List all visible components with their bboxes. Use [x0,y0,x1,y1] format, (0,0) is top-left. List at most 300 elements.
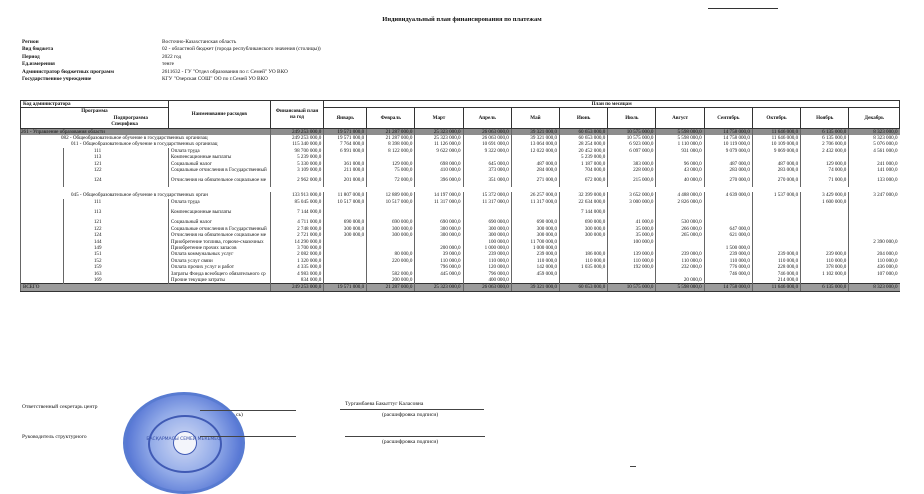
header-month: Декабрь [849,108,900,128]
month-value: 8 398 000,0 [367,141,415,147]
table-row [21,128,900,135]
month-value: 14 197 000,0 [415,192,463,198]
total-month-value: 11 646 000,0 [752,284,800,291]
month-value: 1 600 000,0 [801,199,849,205]
month-value: 672 000,0 [560,173,608,187]
table-row [21,173,900,187]
total-month-value: 60 653 000,0 [560,284,608,291]
month-value: 373 000,0 [463,167,511,173]
month-value: 690 000,0 [511,219,559,225]
month-value: 378 000,0 [801,264,849,270]
month-value: 71 000,0 [801,173,849,187]
month-value: 110 000,0 [560,258,608,264]
subprogram-code: 045 - Общеобразовательное обучение в государственных орган [21,192,271,198]
month-value: 72 000,0 [367,173,415,187]
total-month-value: 6 135 000,0 [801,284,849,291]
month-value [801,277,849,284]
month-value: 26 063 000,0 [463,135,511,141]
total-month-value: 5 598 000,0 [656,284,704,291]
month-value: 6 097 000,0 [608,148,656,154]
signature-line [200,410,296,411]
expense-name: Прочие текущие затраты [168,277,270,284]
spec-code: 124 [63,173,168,187]
month-value: 300 000,0 [415,232,463,238]
month-value: 10 119 000,0 [704,141,752,147]
annual-plan-value: 4 711 000,0 [270,219,324,225]
month-value: 5 239 000,0 [560,154,608,160]
total-row [21,284,900,291]
head-label: Руководитель структурного [22,434,87,440]
month-value: 5 598 000,0 [656,128,704,135]
month-value: 239 000,0 [704,251,752,257]
month-value: 22 634 000,0 [560,199,608,205]
month-value: 25 323 000,0 [415,135,463,141]
month-value [415,205,463,219]
annual-plan-value: 3 109 000,0 [270,167,324,173]
month-value: 436 000,0 [849,264,900,270]
total-month-value: 26 063 000,0 [463,284,511,291]
spec-code: 152 [63,258,168,264]
month-value [608,277,656,284]
month-value: 300 000,0 [511,232,559,238]
total-month-value: 14 758 000,0 [704,284,752,291]
month-value: 141 000,0 [849,167,900,173]
document-header [22,39,462,83]
annual-plan-value: 14 290 000,0 [270,239,324,245]
header-month: Январь [324,108,367,128]
month-value: 186 000,0 [560,251,608,257]
header-row [22,76,462,83]
month-value: 300 000,0 [367,232,415,238]
month-value: 487 000,0 [752,161,800,167]
month-value [415,277,463,284]
header-month: Май [511,108,559,128]
month-value: 215 000,0 [608,173,656,187]
header-expense-name: Наименование расходов [168,101,270,129]
header-month: Февраль [367,108,415,128]
month-value: 110 000,0 [704,258,752,264]
header-month: Октябрь [752,108,800,128]
month-value: 43 000,0 [656,167,704,173]
month-value: 11 126 000,0 [415,141,463,147]
name-line [340,409,484,410]
expense-name: Социальный налог [168,161,270,167]
month-value: 100 000,0 [463,239,511,245]
month-value: 704 000,0 [560,167,608,173]
month-value: 129 000,0 [367,161,415,167]
month-value: 690 000,0 [415,219,463,225]
month-value: 41 000,0 [608,219,656,225]
month-value: 9 622 000,0 [415,148,463,154]
month-value: 11 807 000,0 [324,192,367,198]
header-month: Июль [608,108,656,128]
month-value: 110 000,0 [752,258,800,264]
expense-name: Оплата труда [168,199,270,205]
spec-code: 121 [63,219,168,225]
month-value: 26 257 000,0 [511,192,559,198]
month-value: 698 000,0 [415,161,463,167]
header-label: Администратор бюджетных программ [22,68,115,75]
month-value: 8 122 000,0 [367,148,415,154]
month-value: 6 991 000,0 [324,148,367,154]
month-value: 10 517 000,0 [324,199,367,205]
month-value: 35 000,0 [608,226,656,232]
month-value: 1 000 000,0 [511,245,559,251]
month-value: 487 000,0 [511,161,559,167]
header-label: Государственное учреждение [22,76,92,83]
expense-name: Оплата прочих услуг и работ [168,264,270,270]
month-value: 239 000,0 [656,251,704,257]
emblem-icon [173,431,197,455]
month-value: 621 000,0 [704,232,752,238]
expense-name: Приобретение топлива, горюче-смазочных [168,239,270,245]
month-value: 96 000,0 [656,161,704,167]
month-value: 300 000,0 [463,232,511,238]
spec-code: 163 [63,271,168,277]
month-value: 1 537 000,0 [752,192,800,198]
month-value: 690 000,0 [463,219,511,225]
month-value: 645 000,0 [463,161,511,167]
header-subprogram: Подпрограмма [21,115,169,121]
month-value: 241 000,0 [849,161,900,167]
month-value: 1 110 000,0 [656,141,704,147]
financing-plan-table [20,100,900,292]
month-value: 487 000,0 [704,161,752,167]
month-value: 15 372 000,0 [463,192,511,198]
official-stamp [123,392,245,494]
annual-plan-value: 5 239 000,0 [270,154,324,160]
month-value: 2 432 000,0 [801,148,849,154]
header-month: Июнь [560,108,608,128]
page-title: Индивидуальный план финансирования по платежам [382,16,542,23]
month-value: 4 488 000,0 [656,192,704,198]
month-value [752,205,800,219]
month-value: 3 000 000,0 [608,199,656,205]
expense-name: Отчисления на обязательное социальное ме [168,232,270,238]
stamp-text: БАСҚАРМАСЫ СЕМЕЙ МЕКЕМЕСІ [146,437,222,442]
expense-name: Затраты Фонда всеобщего обязательного ср [168,271,270,277]
month-value: 1 000 000,0 [463,245,511,251]
header-month: Март [415,108,463,128]
month-value: 4 639 000,0 [704,192,752,198]
month-value [704,205,752,219]
month-value: 582 000,0 [367,271,415,277]
month-value: 35 000,0 [608,232,656,238]
month-value: 32 399 000,0 [560,192,608,198]
expense-name: Социальные отчисления в Государственный [168,167,270,173]
header-month: Сентябрь [704,108,752,128]
mark-line [630,466,636,467]
month-value: 445 000,0 [415,271,463,277]
header-label: Регион [22,39,39,45]
month-value: 133 000,0 [849,173,900,187]
month-value [367,205,415,219]
month-value: 19 571 000,0 [324,128,367,135]
month-value: 12 889 000,0 [367,192,415,198]
month-value: 10 517 000,0 [367,199,415,205]
month-value: 271 000,0 [511,173,559,187]
header-month: Апрель [463,108,511,128]
month-value [324,277,367,284]
month-value: 204 000,0 [849,251,900,257]
annual-plan-value: 4 983 000,0 [270,271,324,277]
month-value: 1 187 000,0 [560,161,608,167]
month-value: 21 287 000,0 [367,135,415,141]
month-value: 129 000,0 [801,161,849,167]
month-value: 1 035 000,0 [560,264,608,270]
header-value: 2611632 - ГУ "Отдел образования по г. Семей" УО ВКО [162,68,288,75]
month-value: 5 076 000,0 [849,141,900,147]
month-value: 351 000,0 [463,173,511,187]
header-specifics: Специфика [21,121,169,128]
month-value: 20 452 000,0 [560,148,608,154]
month-value: 270 000,0 [704,173,752,187]
month-value: 10 109 000,0 [752,141,800,147]
month-value [656,205,704,219]
total-month-value: 10 575 000,0 [608,284,656,291]
header-label: Ед.измерения [22,61,55,68]
month-value: 3 429 000,0 [801,192,849,198]
month-value: 239 000,0 [752,251,800,257]
annual-plan-value: 5 330 000,0 [270,161,324,167]
month-value: 410 000,0 [415,167,463,173]
header-annual-plan: Финансовый план на год [270,101,324,129]
admin-code: 261 - Управление образования области [21,128,271,135]
month-value: 11 646 000,0 [752,128,800,135]
header-admin-code: Код администратора [21,101,169,108]
annual-plan-value: 2 721 000,0 [270,232,324,238]
month-value: 300 000,0 [324,232,367,238]
month-value: 5 598 000,0 [656,135,704,141]
month-value: 200 000,0 [367,277,415,284]
month-value: 110 000,0 [608,258,656,264]
month-value: 20 000,0 [656,277,704,284]
secretary-name: Тургамбаева Бакыттуг Каласовна [345,401,424,407]
month-value: 21 287 000,0 [367,128,415,135]
month-value: 931 000,0 [656,148,704,154]
expense-name: Оплата услуг связи [168,258,270,264]
signature-hint: сь) [236,412,243,418]
month-value: 228 000,0 [752,264,800,270]
table-body [21,128,900,291]
month-value: 530 000,0 [656,219,704,225]
spec-code: 124 [63,232,168,238]
spec-code: 122 [63,167,168,173]
header-months-title: План по месяцам [324,101,900,108]
month-value: 19 571 000,0 [324,135,367,141]
decode-label-1: (расшифровка подписи) [382,412,439,418]
annual-plan-value: 85 045 000,0 [270,199,324,205]
expense-name: Оплата труда [168,148,270,154]
month-value: 200 000,0 [415,245,463,251]
month-value [463,205,511,219]
expense-name: Социальные отчисления в Государственный [168,226,270,232]
month-value: 11 317 000,0 [463,199,511,205]
month-value [849,205,900,219]
total-month-value: 25 323 000,0 [415,284,463,291]
total-plan: 249 253 000,0 [270,284,324,291]
annual-plan-value: 3 700 000,0 [270,245,324,251]
month-value: 201 000,0 [324,173,367,187]
header-value: тенге [162,61,174,68]
expense-name: Компенсационные выплаты [168,154,270,160]
month-value: 283 000,0 [704,167,752,173]
month-value: 239 000,0 [511,251,559,257]
spec-code: 151 [63,251,168,257]
month-value: 192 000,0 [608,264,656,270]
annual-plan-value: 2 962 000,0 [270,173,324,187]
month-value: 396 000,0 [415,173,463,187]
month-value: 300 000,0 [560,232,608,238]
month-value: 107 000,0 [849,271,900,277]
subprogram-code: 011 - Общеобразовательное обучение в государственных организац [21,141,271,147]
annual-plan-value: 2 082 000,0 [270,251,324,257]
total-month-value: 19 571 000,0 [324,284,367,291]
month-value: 14 758 000,0 [704,128,752,135]
month-value: 11 317 000,0 [415,199,463,205]
annual-plan-value: 133 913 000,0 [270,192,324,198]
month-value: 746 000,0 [752,271,800,277]
header-month: Август [656,108,704,128]
signature-line-2 [200,436,296,437]
annual-plan-value: 98 700 000,0 [270,148,324,154]
annual-plan-value: 2 748 000,0 [270,226,324,232]
month-value: 2 826 000,0 [656,199,704,205]
month-value: 361 000,0 [324,161,367,167]
annual-plan-value: 1 320 000,0 [270,258,324,264]
month-value: 9 079 000,0 [704,148,752,154]
month-value: 11 317 000,0 [511,199,559,205]
total-month-value: 39 321 000,0 [511,284,559,291]
month-value: 6 135 000,0 [801,128,849,135]
month-value: 300 000,0 [415,226,463,232]
table-row [21,205,900,219]
spec-code: 144 [63,239,168,245]
month-value: 300 000,0 [511,226,559,232]
table-row [21,277,900,284]
header-value: 2022 год [162,53,182,60]
month-value: 220 000,0 [367,258,415,264]
month-value: 300 000,0 [560,226,608,232]
month-value: 11 700 000,0 [511,239,559,245]
month-value [511,277,559,284]
month-value: 80 000,0 [367,251,415,257]
month-value: 1 500 000,0 [704,245,752,251]
month-value: 6 135 000,0 [801,135,849,141]
month-value: 110 000,0 [415,258,463,264]
month-value: 110 000,0 [801,258,849,264]
spec-code: 111 [63,199,168,205]
month-value: 9 322 000,0 [463,148,511,154]
month-value: 3 247 000,0 [849,192,900,198]
month-value [560,277,608,284]
expense-name: Отчисления на обязательное социальное ме [168,173,270,187]
month-value: 139 000,0 [608,251,656,257]
header-month: Ноябрь [801,108,849,128]
month-value: 7 764 000,0 [324,141,367,147]
month-value: 300 000,0 [463,226,511,232]
month-value: 214 000,0 [752,277,800,284]
month-value: 266 000,0 [656,226,704,232]
annual-plan-value: 7 144 000,0 [270,205,324,219]
month-value: 3 652 000,0 [608,192,656,198]
header-label: Период [22,53,40,60]
month-value [704,277,752,284]
header-row [22,69,462,76]
month-value: 10 575 000,0 [608,128,656,135]
month-value: 690 000,0 [560,219,608,225]
month-value: 4 561 000,0 [849,148,900,154]
month-value: 776 000,0 [704,264,752,270]
expense-name: Приобретение прочих запасов [168,245,270,251]
spec-code: 111 [63,148,168,154]
header-label: Вид бюджета [22,46,54,53]
annual-plan-value: 834 000,0 [270,277,324,284]
month-value: 60 653 000,0 [560,128,608,135]
month-value: 25 323 000,0 [415,128,463,135]
month-value: 690 000,0 [367,219,415,225]
month-value: 690 000,0 [324,219,367,225]
month-value: 459 000,0 [511,271,559,277]
month-value: 6 923 000,0 [608,141,656,147]
secretary-label: Ответственный секретарь центр [22,404,98,410]
expense-name: Компенсационные выплаты [168,205,270,219]
month-value: 110 000,0 [511,258,559,264]
month-value: 300 000,0 [367,226,415,232]
month-value: 647 000,0 [704,226,752,232]
spec-code: 113 [63,154,168,160]
month-value: 28 254 000,0 [560,141,608,147]
expense-name: Социальный налог [168,219,270,225]
month-value: 74 000,0 [801,167,849,173]
month-value: 10 691 000,0 [463,141,511,147]
month-value: 383 000,0 [608,161,656,167]
month-value: 2 390 000,0 [849,239,900,245]
month-value: 60 653 000,0 [560,135,608,141]
annual-plan-value: 249 253 000,0 [270,128,324,135]
total-month-value: 21 287 000,0 [367,284,415,291]
header-row [22,61,462,68]
header-program: Программа [21,108,169,115]
month-value: 796 000,0 [463,271,511,277]
spec-code: 113 [63,205,168,219]
month-value: 8 323 000,0 [849,135,900,141]
month-value: 12 022 000,0 [511,148,559,154]
month-value: 228 000,0 [608,167,656,173]
month-value: 100 000,0 [608,239,656,245]
header-row [22,54,462,61]
month-value: 39 000,0 [415,251,463,257]
month-value: 8 323 000,0 [849,128,900,135]
program-code: 082 - Общеобразовательное обучение в государственных организац [21,135,271,141]
month-value [324,205,367,219]
header-row [22,46,462,53]
total-label: ВСЕГО [21,284,271,291]
month-value: 239 000,0 [463,251,511,257]
month-value: 75 000,0 [367,167,415,173]
month-value: 746 000,0 [704,271,752,277]
month-value: 283 000,0 [752,167,800,173]
month-value: 796 000,0 [415,264,463,270]
month-value: 39 321 000,0 [511,128,559,135]
month-value: 11 646 000,0 [752,135,800,141]
header-value: Восточно-Казахстанская область [162,39,237,45]
month-value: 400 000,0 [463,277,511,284]
month-value: 14 758 000,0 [704,135,752,141]
top-decor-line [708,8,778,9]
month-value: 7 144 000,0 [560,205,608,219]
month-value: 142 000,0 [511,264,559,270]
